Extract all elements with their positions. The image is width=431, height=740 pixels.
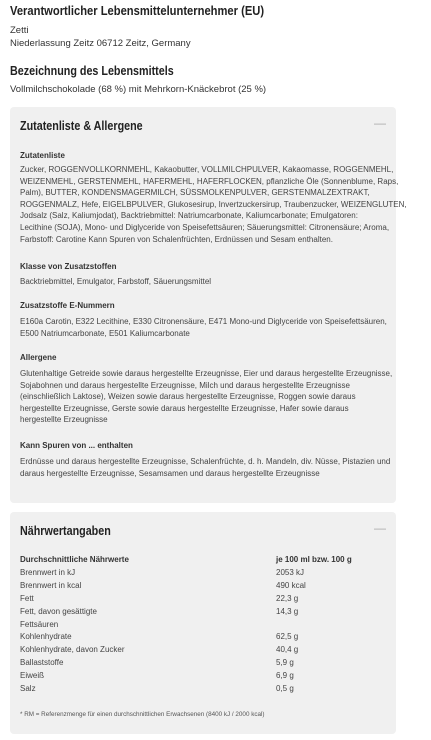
traces-heading: Kann Spuren von ... enthalten	[20, 441, 133, 450]
table-row: Brennwert in kcal 490 kcal	[20, 580, 306, 590]
e-numbers-heading: Zusatzstoffe E-Nummern	[20, 301, 115, 310]
ingredients-heading: Zutatenliste	[20, 151, 65, 160]
ingredients-accordion	[10, 107, 407, 503]
ingredients-text: Zucker, ROGGENVOLLKORNMEHL, Kakaobutter, VOLLMILCHPULVER, Kakaomasse, ROGGENMEHL, WEIZENMEHL, GERSTENMEHL, HAFERMEHL, HAFERFLOCKEN, pflanzliche Öle (Sonnenblume, Raps, Palm), BUTTER, KONDENSMAGERMILCH, SÜSSMOLKENPULVER, GERSTENMALZEXTRAKT, ROGGENMALZ, Hefe, EIGELBPULVER, Glukosesirup, Invertzuckersirup, Traubenzucker, WEIZENGLUTEN, Jodsalz (Salz, Kaliumjodat), Backtriebmittel: Natriumcarbonate, Kaliumcarbonate; Emulgatoren: Lecithine (SOJA), Mono- und Diglyceride von Speisefettsäuren; Säuerungsmittel: Citronensäure; Aroma, Farbstoff: Carotine Kann Spuren von Schalenfrüchten, Erdnüssen und Sesam enthalten.	[20, 165, 407, 244]
reference-footnote: * RM = Referenzmenge für einen durchschnittlichen Erwachsenen (8400 kJ / 2000 kcal)	[20, 711, 265, 718]
table-row: Eiweiß 6,9 g	[20, 671, 294, 681]
collapse-icon[interactable]: —	[374, 521, 386, 535]
ingredients-accordion-title[interactable]: Zutatenliste & Allergene	[20, 119, 143, 133]
table-row: Fettsäuren	[20, 619, 59, 629]
designation-text: Vollmilchschokolade (68 %) mit Mehrkorn-Knäckebrot (25 %)	[10, 84, 267, 95]
table-row: Fett 22,3 g	[20, 593, 299, 603]
operator-name: Zetti	[10, 25, 29, 36]
table-row: Brennwert in kJ 2053 kJ	[20, 567, 305, 577]
table-header-row: Durchschnittliche Nährwerte je 100 ml bzw. 100 g	[20, 555, 352, 564]
collapse-icon[interactable]: —	[374, 116, 386, 130]
table-row: Kohlenhydrate, davon Zucker 40,4 g	[20, 645, 299, 655]
table-row: Fett, davon gesättigte 14,3 g	[20, 606, 299, 616]
table-row: Kohlenhydrate 62,5 g	[20, 632, 299, 642]
designation-heading: Bezeichnung des Lebensmittels	[10, 64, 174, 78]
operator-heading: Verantwortlicher Lebensmittelunternehmer (EU)	[10, 3, 265, 18]
operator-address: Niederlassung Zeitz 06712 Zeitz, Germany	[10, 38, 191, 49]
nutrition-table	[20, 554, 352, 696]
table-row: Ballaststoffe 5,9 g	[20, 658, 294, 668]
table-row: Salz 0,5 g	[20, 684, 294, 694]
e-numbers-text: E160a Carotin, E322 Lecithine, E330 Citronensäure, E471 Mono-und Diglyceride von Speisefettsäuren, E500 Natriumcarbonate, E501 Kaliumcarbonate	[20, 317, 387, 338]
allergens-heading: Allergene	[20, 353, 57, 362]
additive-classes-heading: Klasse von Zusatzstoffen	[20, 262, 117, 271]
allergens-text: Glutenhaltige Getreide sowie daraus hergestellte Erzeugnisse, Eier und daraus hergestellte Erzeugnisse, Sojabohnen und daraus hergestellte Erzeugnisse, Milch und daraus hergestellte Erzeugnisse (einschließlich Laktose), Weizen sowie daraus hergestellte Erzeugnisse, Roggen sowie daraus hergestellte Erzeugnisse, Gerste sowie daraus hergestellte Erzeugnisse, Hafer sowie daraus hergestellte Erzeugnisse	[20, 369, 393, 425]
nutrition-accordion	[10, 512, 396, 734]
additive-classes-text: Backtriebmittel, Emulgator, Farbstoff, Säuerungsmittel	[20, 277, 212, 286]
traces-text: Erdnüsse und daraus hergestellte Erzeugnisse, Schalenfrüchte, d. h. Mandeln, div. Nüsse, Pistazien und daraus hergestellte Erzeugnisse, Sesamsamen und daraus hergestellte Erzeugnisse	[20, 457, 391, 478]
nutrition-accordion-title[interactable]: Nährwertangaben	[20, 524, 111, 538]
